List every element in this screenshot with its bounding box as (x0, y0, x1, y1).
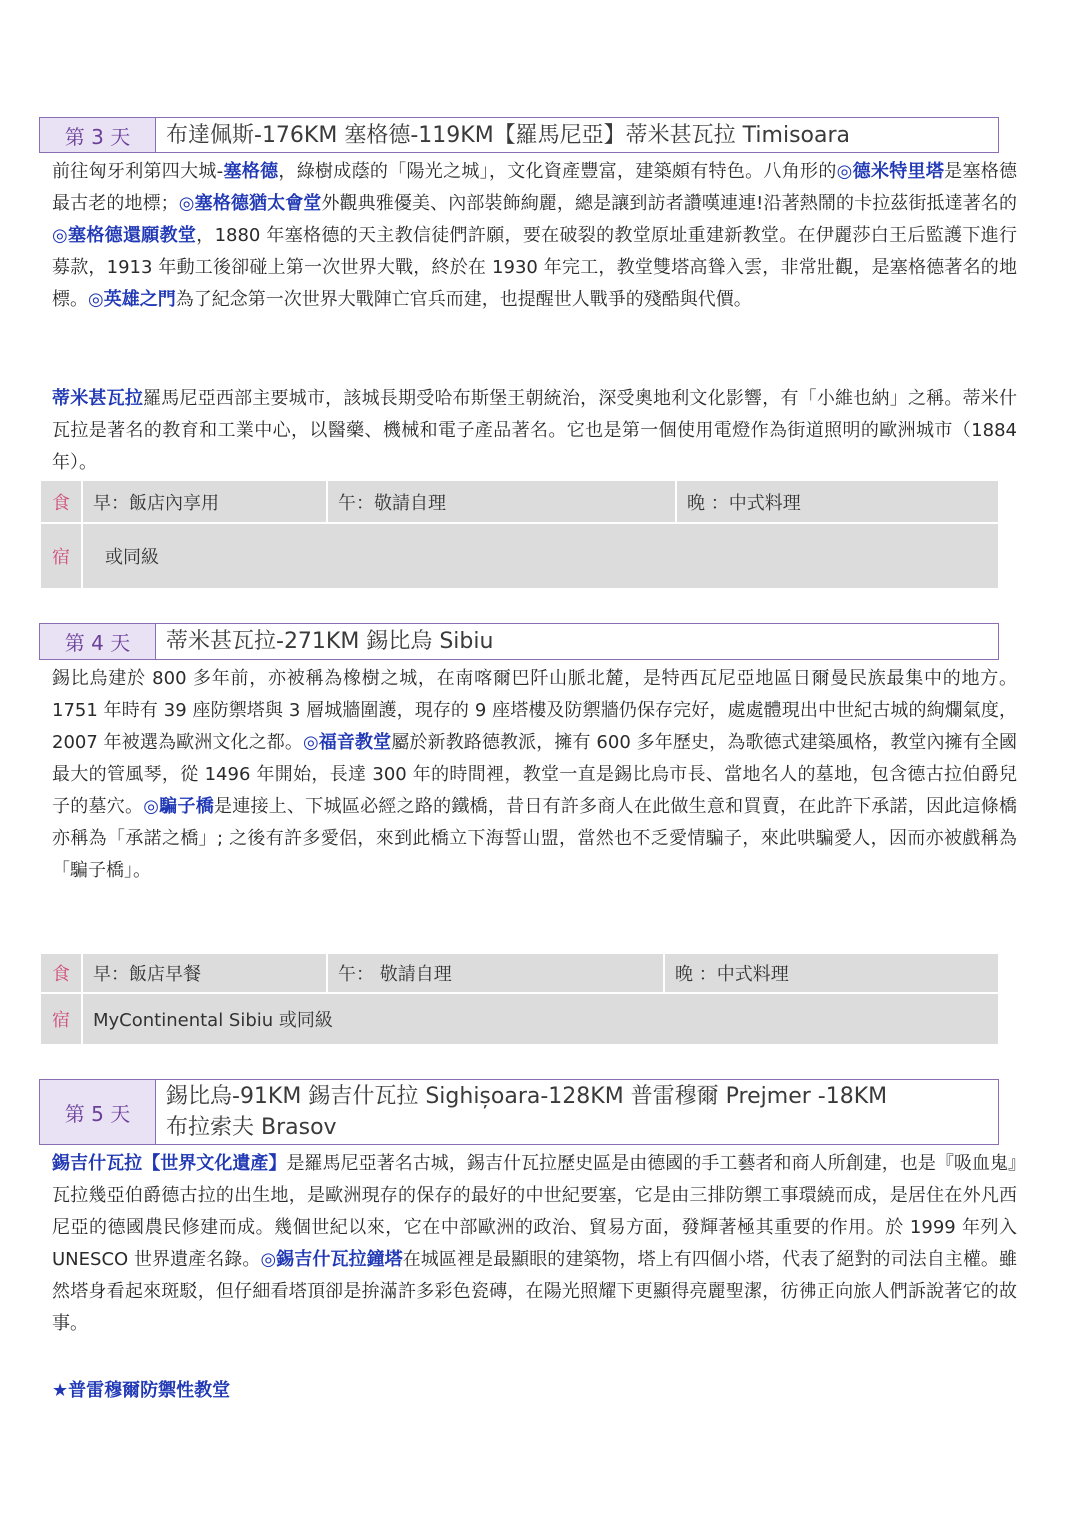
day4-dinner: 晚 ：中式料理 (664, 953, 999, 993)
body-text: 外觀典雅優美、內部裝飾絢麗，總是讓到訪者讚嘆連連!沿著熱鬧的卡拉茲街抵達著名的 (321, 193, 1017, 214)
day3-title: 布達佩斯-176KM 塞格德-119KM【羅馬尼亞】蒂米甚瓦拉 Timisoara (166, 122, 851, 148)
body-text: ，1880 年塞格德的天主教信徒們許願，要在破裂的教堂原址重建新教堂。在伊麗莎白王后監護下進行募款，1913 年動工後卻碰上第一次世界大戰，終於在 1930 年完工，教堂雙塔高聳入雲，非常壯觀，是塞格德著名的地標。 (52, 225, 1018, 310)
highlight-term: 德米特里塔 (852, 161, 945, 182)
body-text: 是羅馬尼亞著名古城，錫吉什瓦拉歷史區是由德國的手工藝者和商人所創建，也是『吸血鬼』瓦拉幾亞伯爵德古拉的出生地，是歐洲現存的保存的最好的中世紀要塞，它是由三排防禦工事環繞而成，是居住在外凡西尼亞的德國農民修建而成。幾個世紀以來，它在中部歐洲的政治、貿易方面，發輝著極其重要的作用。於 1999 年列入 UNESCO 世界遺產名錄。 (52, 1153, 1018, 1270)
body-text: 屬於新教路德教派，擁有 600 多年歷史，為歌德式建築風格，教堂內擁有全國最大的管風琴，從 1496 年開始，長達 300 年的時間裡，教堂一直是錫比烏市長、當地名人的墓地，包含德古拉伯爵兒子的墓穴。 (52, 732, 1018, 817)
day5-title-line-2: 布拉索夫 Brasov (166, 1115, 337, 1140)
day3-meal-row (40, 480, 999, 523)
stay-icon: 宿 (40, 993, 82, 1045)
highlight-term: 塞格德 (223, 161, 279, 182)
body-text: 前往匈牙利第四大城- (52, 161, 224, 182)
day5-paragraph-1 (52, 1148, 1017, 1340)
day3-stay-row (40, 523, 999, 589)
body-text: 在城區裡是最顯眼的建築物，塔上有四個小塔，代表了絕對的司法自主權。雖然塔身看起來斑駁，但仔細看塔頂卻是拚滿許多彩色瓷磚，在陽光照耀下更顯得亮麗聖潔，彷彿正向旅人們訴說著它的故事。 (52, 1249, 1017, 1334)
highlight-term: 塞格德猶太會堂 (194, 193, 322, 214)
day4-title: 蒂米甚瓦拉-271KM 錫比烏 Sibiu (166, 629, 494, 654)
highlight-term: 蒂米甚瓦拉 (52, 388, 144, 409)
highlight-term: 英雄之門 (103, 289, 176, 310)
body-text: 錫比烏建於 800 多年前，亦被稱為橡樹之城，在南喀爾巴阡山脈北麓，是特西瓦尼亞地區日爾曼民族最集中的地方。1751 年時有 39 座防禦塔與 3 層城牆圍護，現存的 9 座塔樓及防禦牆仍保存完好，處處體現出中世紀古城的絢爛氣度，2007 年被選為歐洲文化之都。 (52, 668, 1017, 753)
day3-dinner: 晚 ：中式料理 (676, 480, 999, 523)
day4-stay-row (40, 993, 999, 1045)
day5-title-line-1: 錫比烏-91KM 錫吉什瓦拉 Sighișoara-128KM 普雷穆爾 Prejmer -18KM (166, 1084, 888, 1109)
bullet-icon: ◎ (143, 796, 160, 817)
day5-label: 第 5 天 (40, 1080, 156, 1144)
day5-title (156, 1080, 998, 1144)
day4-label: 第 4 天 (40, 624, 156, 659)
bullet-icon: ◎ (52, 225, 69, 246)
day3-hotel: 或同級 (82, 523, 999, 589)
bullet-icon: ◎ (178, 193, 195, 214)
highlight-term: 騙子橋 (159, 796, 215, 817)
day4-paragraph-1 (52, 663, 1017, 887)
day3-meal-table (39, 479, 1000, 590)
bullet-icon: ◎ (88, 289, 104, 310)
day3-paragraph-1 (52, 156, 1017, 316)
day3-paragraph-2 (52, 383, 1017, 479)
day3-breakfast: 早：飯店內享用 (82, 480, 327, 523)
bullet-icon: ◎ (302, 732, 319, 753)
bullet-icon: ◎ (260, 1249, 277, 1270)
day4-lunch: 午： 敬請自理 (327, 953, 664, 993)
highlight-term: 錫吉什瓦拉鐘塔 (276, 1249, 403, 1270)
stay-icon: 宿 (40, 523, 82, 589)
day4-breakfast: 早：飯店早餐 (82, 953, 327, 993)
body-text: ，綠樹成蔭的「陽光之城」，文化資產豐富，建築頗有特色。八角形的 (278, 161, 837, 182)
body-text: 為了紀念第一次世界大戰陣亡官兵而建，也提醒世人戰爭的殘酷與代價。 (175, 289, 752, 310)
meal-icon: 食 (40, 953, 82, 993)
bullet-icon: ◎ (836, 161, 853, 182)
day4-meal-table (39, 952, 1000, 1046)
highlight-term: 錫吉什瓦拉【世界文化遺產】 (52, 1153, 287, 1174)
body-text: 羅馬尼亞西部主要城市，該城長期受哈布斯堡王朝統治，深受奧地利文化影響，有「小維也納」之稱。蒂米什瓦拉是著名的教育和工業中心，以醫藥、機械和電子產品著名。它也是第一個使用電燈作為街道照明的歐洲城市（1884 年）。 (52, 388, 1017, 473)
highlight-term: 福音教堂 (318, 732, 392, 753)
day4-meal-row (40, 953, 999, 993)
day3-label: 第 3 天 (40, 118, 156, 152)
highlight-term: 塞格德還願教堂 (68, 225, 197, 246)
body-text: 是連接上、下城區必經之路的鐵橋，昔日有許多商人在此做生意和買賣，在此許下承諾，因此這條橋亦稱為「承諾之橋」; 之後有許多愛侶，來到此橋立下海誓山盟，當然也不乏愛情騙子，來此哄騙愛人，因而亦被戲稱為「騙子橋」。 (52, 796, 1018, 881)
day3-header (39, 117, 999, 153)
meal-icon: 食 (40, 480, 82, 523)
body-text: 是塞格德最古老的地標； (52, 161, 1018, 214)
day5-star-item: ★普雷穆爾防禦性教堂 (52, 1380, 231, 1401)
day3-lunch: 午：敬請自理 (327, 480, 676, 523)
day4-header (39, 623, 999, 660)
day4-hotel: MyContinental Sibiu 或同級 (82, 993, 999, 1045)
day5-header (39, 1079, 999, 1145)
